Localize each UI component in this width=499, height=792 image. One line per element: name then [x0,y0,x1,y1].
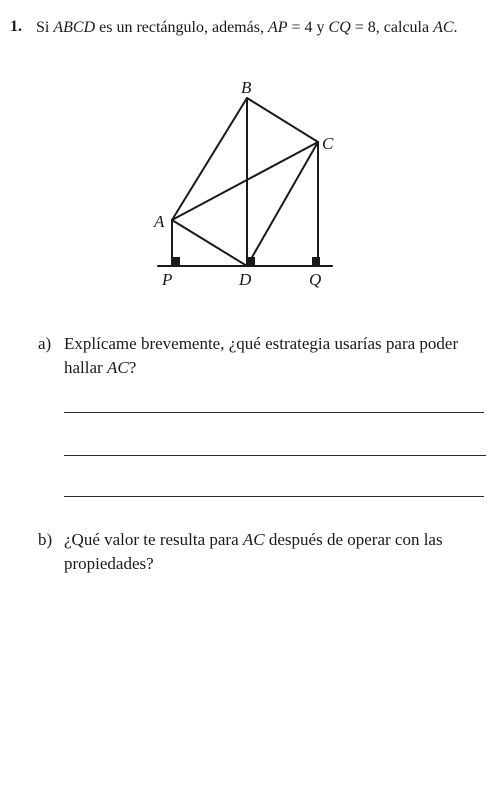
segment-ab [172,98,247,220]
right-angle-q [312,257,320,265]
question-b-ac: AC [242,530,265,549]
problem-text-4: = 8, calcula [350,19,434,36]
label-a: A [154,212,165,231]
problem-ap: AP [267,19,288,36]
question-a-text: Explícame brevemente, ¿qué estrategia usarías para poder hallar AC? [64,334,459,377]
segment-da [172,220,247,266]
answer-line-3[interactable] [64,496,484,497]
right-angle-d [247,257,255,265]
question-b [38,528,493,576]
problem-number: 1. [10,18,22,35]
problem-text-5: . [453,19,458,36]
question-b-marker: b) [38,530,53,549]
problem-rect-name: ABCD [53,19,96,36]
label-d: D [239,270,252,289]
question-a-ac: AC [106,358,129,377]
problem-text-1: Si [36,19,54,36]
question-b-text: ¿Qué valor te resulta para AC después de operar con las propiedades? [64,530,443,573]
answer-line-2[interactable] [64,455,486,456]
answer-line-1[interactable] [64,412,484,413]
question-a [38,332,493,380]
right-angle-p [172,257,180,265]
problem-text-2: es un rectángulo, además, [95,19,268,36]
label-c: C [322,134,334,153]
question-a-marker: a) [38,334,52,353]
problem-ac: AC [433,19,454,36]
label-p: P [162,270,173,289]
label-q: Q [309,270,322,289]
label-b: B [241,78,252,97]
segment-bc [247,98,318,142]
geometry-figure [0,0,499,300]
problem-text-3: = 4 y [287,19,329,36]
problem-cq: CQ [328,19,351,36]
